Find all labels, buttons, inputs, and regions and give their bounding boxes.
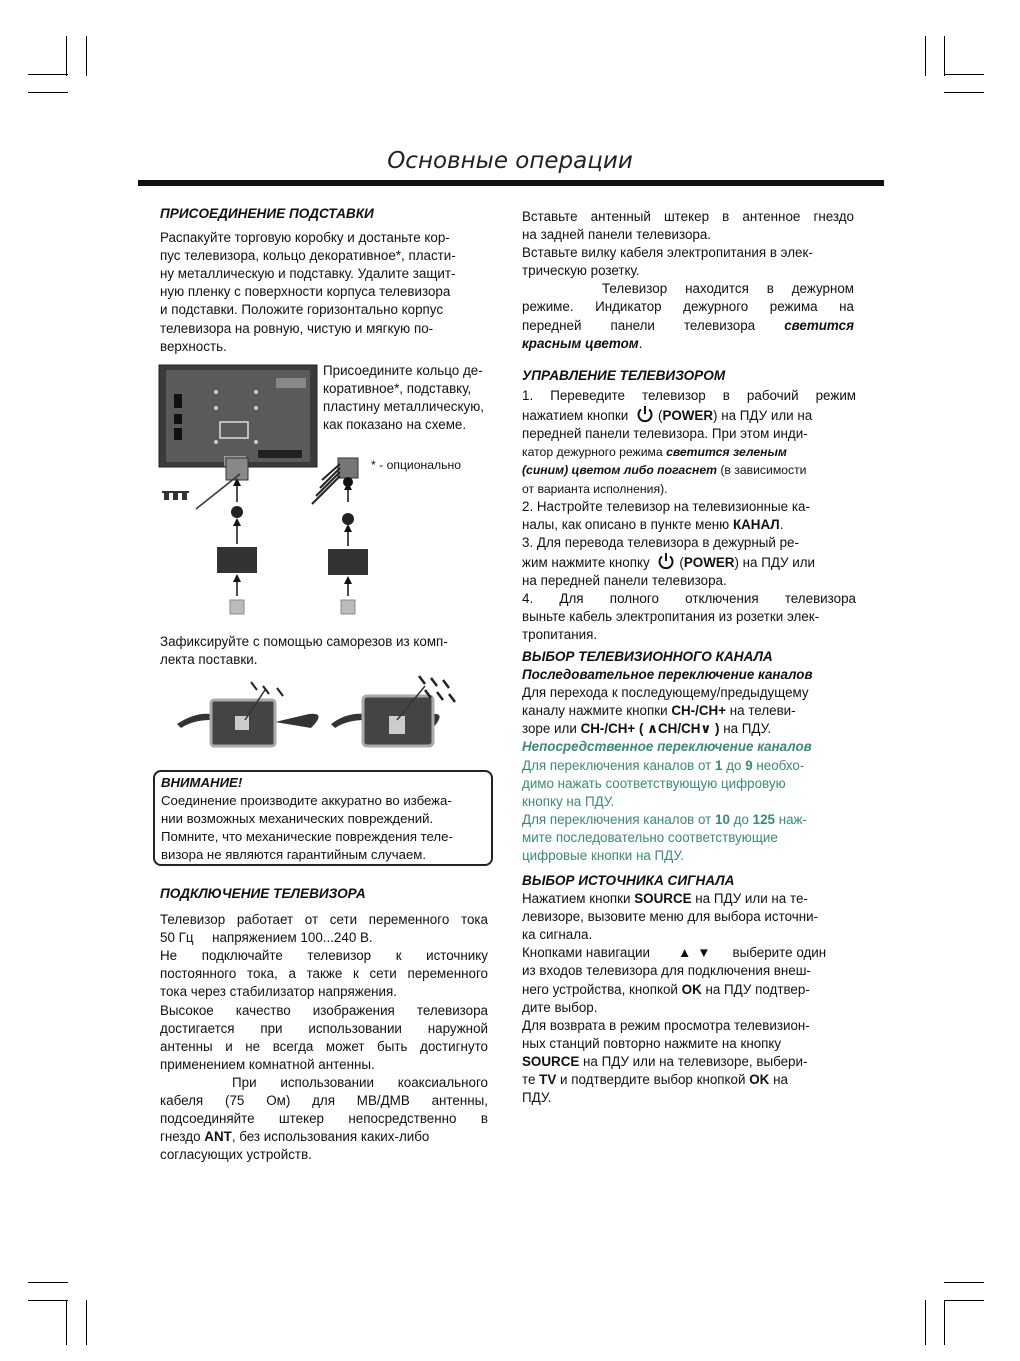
text-fragment: Для переключения каналов от [522,757,712,773]
stand-section [160,205,495,356]
text-fragment: и подтвердите выбор кнопкой [560,1072,746,1088]
text-fragment: ) на ПДУ или на [713,408,813,424]
text-line [522,811,856,829]
text-line: Не подключайте телевизор к источнику [160,948,488,964]
crop-mark [28,1300,68,1301]
text-line: тропитания. [522,627,598,643]
text-line: Телевизор находится в дежурном [602,281,854,297]
text-fragment: . [638,335,643,351]
text-line [522,516,856,534]
text-line: верхность. [160,338,227,354]
text-fragment: налы, как описано в пункте меню [522,516,730,532]
crop-mark [944,36,945,76]
text-line: При использовании коаксиального [232,1074,488,1090]
text-line: Распакуйте торговую коробку и достаньте кор- [160,230,450,246]
text-fragment: Кнопками навигации [522,945,651,961]
header-rule [138,180,884,186]
text-line: 50 Гц напряжением 100...240 В. [160,930,373,946]
text-fragment: 125 [752,811,775,827]
connect-heading: ПОДКЛЮЧЕНИЕ ТЕЛЕВИЗОРА [160,886,366,901]
text-fragment: зоре или [522,721,577,737]
text-fragment: наж- [778,811,807,827]
control-heading: УПРАВЛЕНИЕ ТЕЛЕВИЗОРОМ [522,368,726,383]
source-key: SOURCE [522,1053,580,1069]
text-fragment: , без использования каких-либо [231,1129,430,1145]
text-line: кабеля (75 Ом) для МВ/ДМВ антенны, [160,1093,488,1109]
text-fragment: светится зеленым [666,445,787,460]
power-label: POWER [662,408,714,424]
text-line [522,405,856,425]
text-line [522,317,854,335]
nav-arrows-icon: ▲▼ [678,945,717,961]
text-line: жим нажмите кнопку (POWER) на ПДУ или [522,552,856,572]
text-fragment: жим нажмите кнопку [522,554,650,570]
text-line: ну металлическую и подставку. Удалите защит- [160,266,456,282]
text-line [522,461,856,479]
crop-mark [944,1282,984,1283]
text-fragment: 1 [715,757,723,773]
crop-mark [925,36,926,76]
crop-mark [944,92,984,93]
ant-label: ANT [204,1129,232,1145]
text-line: дите выбор. [522,999,598,1015]
text-line: как показано на схеме. [323,417,467,433]
text-line [522,443,856,461]
text-line: нии возможных механических повреждений. [161,811,434,826]
crop-mark [86,36,87,76]
text-line [160,1128,488,1146]
source-heading: ВЫБОР ИСТОЧНИКА СИГНАЛА [522,873,735,888]
text-fragment: гнездо [160,1129,201,1145]
text-line: левизоре, вызовите меню для выбора источни- [522,909,819,925]
text-line: согласующих устройств. [160,1147,312,1163]
text-line: Высокое качество изображения телевизора [160,1002,488,1018]
text-line: мите последовательно соответствующие [522,829,778,845]
text-line: Вставьте вилку кабеля электропитания в элек- [522,245,813,261]
text-fragment: передней панели телевизора [522,317,756,333]
text-line: димо нажать соответствующую цифровую [522,775,786,791]
text-line: кнопку на ПДУ. [522,793,615,809]
text-line [522,335,854,353]
text-fragment: на [773,1072,788,1088]
text-fragment: те [522,1072,536,1088]
text-line [522,944,856,962]
antenna-section [522,208,854,353]
direct-heading: Непосредственное переключение каналов [522,739,812,755]
text-fragment: выберите один [732,945,827,961]
crop-mark [28,74,68,75]
text-line: ка сигнала. [522,927,593,943]
text-line: Зафиксируйте с помощью саморезов из комп- [160,634,448,649]
text-line: режиме. Индикатор дежурного режима на [522,299,854,315]
text-fragment: катор дежурного режима [522,445,663,460]
text-fragment: Нажатием кнопки [522,891,631,907]
text-line: применением комнатной антенны. [160,1056,375,1072]
text-line: от варианта исполнения). [522,481,668,496]
text-fragment: до [726,757,742,773]
control-section [522,367,856,644]
text-line: ную пленку с поверхности корпуса телевизора [160,284,451,300]
text-line: телевизора на ровную, чистую и мягкую по- [160,320,434,336]
text-fragment: каналу нажмите кнопки [522,703,668,719]
text-line: Соединение производите аккуратно во избежа- [161,793,452,808]
crop-mark [66,1300,67,1345]
text-fragment: красным цветом [522,335,639,351]
base-fixing-illustration [175,672,465,752]
text-fragment: светится [784,317,854,333]
ch-keys: CH-/CH+ [671,703,727,719]
text-line: подсоединяйте штекер непосредственно в [160,1111,488,1127]
page-title: Основные операции [387,148,633,174]
text-line: 2. Настройте телевизор на телевизионные ка- [522,498,810,514]
text-fragment: нажатием кнопки [522,408,629,424]
text-line [522,890,856,908]
text-line: передней панели телевизора. При этом инди- [522,426,808,442]
text-fragment: на телеви- [729,703,796,719]
text-fragment: 9 [745,757,753,773]
crop-mark [28,92,68,93]
text-line: 4. Для полного отключения телевизора [522,591,856,607]
text-fragment: (синим) цветом либо погаснет [522,463,717,478]
warning-title: ВНИМАНИЕ! [161,775,243,790]
connect-section [160,885,488,1164]
text-fragment: необхо- [756,757,805,773]
text-fragment: на ПДУ или на телевизоре, выбери- [583,1053,808,1069]
stand-heading: ПРИСОЕДИНЕНИЕ ПОДСТАВКИ [160,206,374,221]
text-fragment: до [733,811,749,827]
menu-name: КАНАЛ [732,516,780,532]
channel-heading: ВЫБОР ТЕЛЕВИЗИОННОГО КАНАЛА [522,649,773,664]
text-fragment: 10 [715,811,730,827]
power-label: POWER [683,554,735,570]
crop-mark [925,1300,926,1345]
warning-box [153,770,493,866]
text-line: лекта поставки. [160,652,258,668]
text-line: 1. Переведите телевизор в рабочий режим [522,388,856,404]
channel-section [522,648,856,865]
text-line: пус телевизора, кольцо декоративное*, пласти- [160,248,456,264]
text-fragment: ) на ПДУ или [734,554,816,570]
text-line: антенны и не всегда может быть достигнуто [160,1038,488,1054]
stand-assembly-diagram [160,454,410,619]
ok-key: OK [681,981,702,997]
text-line: Присоедините кольцо де- [323,363,483,378]
text-line [522,757,856,775]
tv-back-illustration [158,364,318,468]
ch-keys: CH-/CH+ ( ∧CH/CH∨ ) [580,721,720,737]
text-line: пластину металлическую, [323,399,484,415]
seq-heading: Последовательное переключение каналов [522,667,813,683]
text-fragment: на ПДУ или на те- [695,891,808,907]
attach-text [323,362,513,434]
text-line: коративное*, подставку, [323,381,472,397]
text-line: из входов телевизора для подключения внеш- [522,963,811,979]
text-line [522,702,856,720]
source-key: SOURCE [634,891,692,907]
text-line [522,720,856,738]
text-line: Для возврата в режим просмотра телевизион- [522,1017,810,1033]
text-line: ных станций повторно нажмите на кнопку [522,1035,782,1051]
text-line: Помните, что механические повреждения теле- [161,829,453,844]
text-fragment: него устройства, кнопкой [522,981,678,997]
source-section [522,872,856,1107]
crop-mark [944,74,984,75]
text-line [522,1071,856,1089]
text-line: цифровые кнопки на ПДУ. [522,848,684,864]
text-line: на передней панели телевизора. [522,573,727,589]
optional-note: * - опционально [371,458,461,472]
text-line: трическую розетку. [522,263,640,279]
text-line: выньте кабель электропитания из розетки элек- [522,609,820,625]
fix-text [160,633,495,669]
crop-mark [66,36,67,76]
text-fragment: Для переключения каналов от [522,811,712,827]
text-fragment: (в зависимости [720,463,807,478]
ok-key: OK [749,1072,770,1088]
text-line: Вставьте антенный штекер в антенное гнездо [522,209,854,224]
power-icon [636,405,654,423]
text-fragment: ( [657,408,663,424]
text-line: постоянного тока, а также к сети переменного [160,966,488,982]
text-line: визора не являются гарантийным случаем. [161,847,427,862]
text-fragment: на ПДУ подтвер- [705,981,810,997]
text-line [522,981,856,999]
text-line: Телевизор работает от сети переменного тока [160,912,488,928]
text-line: и подставки. Положите горизонтально корпус [160,302,444,318]
crop-mark [944,1300,945,1345]
text-fragment: на ПДУ. [723,721,772,737]
tv-key: TV [539,1072,557,1088]
text-fragment: . [779,516,784,532]
text-line: достигается при использовании наружной [160,1020,488,1036]
text-line: 3. Для перевода телевизора в дежурный ре- [522,534,799,550]
text-line [522,1053,856,1071]
crop-mark [86,1300,87,1345]
crop-mark [28,1282,68,1283]
crop-mark [944,1300,984,1301]
text-line: тока через стабилизатор напряжения. [160,984,397,1000]
text-line: ПДУ. [522,1090,552,1106]
text-line: на задней панели телевизора. [522,227,712,243]
power-icon [657,552,675,570]
text-line: Для перехода к последующему/предыдущему [522,685,809,701]
